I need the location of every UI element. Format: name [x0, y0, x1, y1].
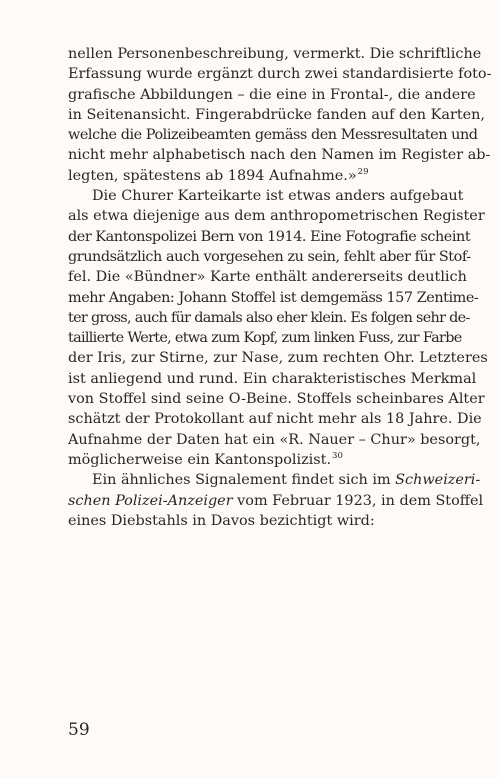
text-line: mehr Angaben: Johann Stoffel ist demgemäss 157 Zentime- — [68, 289, 479, 306]
line-text: legten, spätestens ab 1894 Aufnahme.» — [68, 167, 357, 184]
text-line: ist anliegend und rund. Ein charakteristisches Merkmal — [68, 370, 477, 387]
text-line: Aufnahme der Daten hat ein «R. Nauer – Chur» besorgt, — [68, 431, 481, 448]
text-line: von Stoffel sind seine O-Beine. Stoffels scheinbares Alter — [68, 391, 485, 408]
footnote-marker: 30 — [332, 451, 343, 462]
line-text: möglicherweise ein Kantonspolizist. — [68, 451, 332, 468]
text-line: fel. Die «Bündner» Karte enthält andererseits deutlich — [68, 269, 467, 286]
text-line: in Seitenansicht. Fingerabdrücke fanden auf den Karten, — [68, 106, 485, 123]
text-line — [68, 491, 484, 511]
paragraph-start-line: Die Churer Karteikarte ist etwas anders aufgebaut — [92, 188, 464, 205]
text-line: nellen Personenbeschreibung, vermerkt. Die schriftliche — [68, 46, 482, 62]
text-line: der Kantonspolizei Bern von 1914. Eine Fotografie scheint — [68, 228, 471, 245]
text-line: der Iris, zur Stirne, zur Nase, zum rechten Ohr. Letzteres — [68, 350, 488, 367]
page-number: 59 — [68, 720, 90, 740]
text-line: eines Diebstahls in Davos bezichtigt wird: — [68, 512, 375, 529]
text-line: Erfassung wurde ergänzt durch zwei standardisierte foto- — [68, 66, 492, 83]
text-line: nicht mehr alphabetisch nach den Namen im Register ab- — [68, 147, 491, 164]
footnote-marker: 29 — [357, 166, 369, 177]
text-line: schätzt der Protokollant auf nicht mehr als 18 Jahre. Die — [68, 411, 482, 428]
text-line: grundsätzlich auch vorgesehen zu sein, fehlt aber für Stof- — [68, 248, 471, 265]
italic-title-fragment: Schweizeri- — [395, 472, 481, 489]
text-line: als etwa diejenige aus dem anthropometrischen Register — [68, 208, 485, 225]
body-text — [68, 44, 492, 531]
italic-title-fragment: schen Polizei-Anzeiger — [68, 492, 233, 509]
text-line — [68, 166, 442, 186]
text-line: welche die Polizeibeamten gemäss den Messresultaten und — [68, 127, 478, 144]
line-text: Ein ähnliches Signalement findet sich im — [92, 472, 396, 489]
paragraph-start-line — [68, 470, 481, 490]
text-line: grafische Abbildungen – die eine in Frontal-, die andere — [68, 86, 476, 103]
text-line — [68, 450, 442, 470]
text-line: ter gross, auch für damals also eher klein. Es folgen sehr de- — [68, 309, 470, 326]
text-line: taillierte Werte, etwa zum Kopf, zum linken Fuss, zur Farbe — [68, 330, 462, 347]
line-text: vom Februar 1923, in dem Stoffel — [232, 492, 484, 509]
